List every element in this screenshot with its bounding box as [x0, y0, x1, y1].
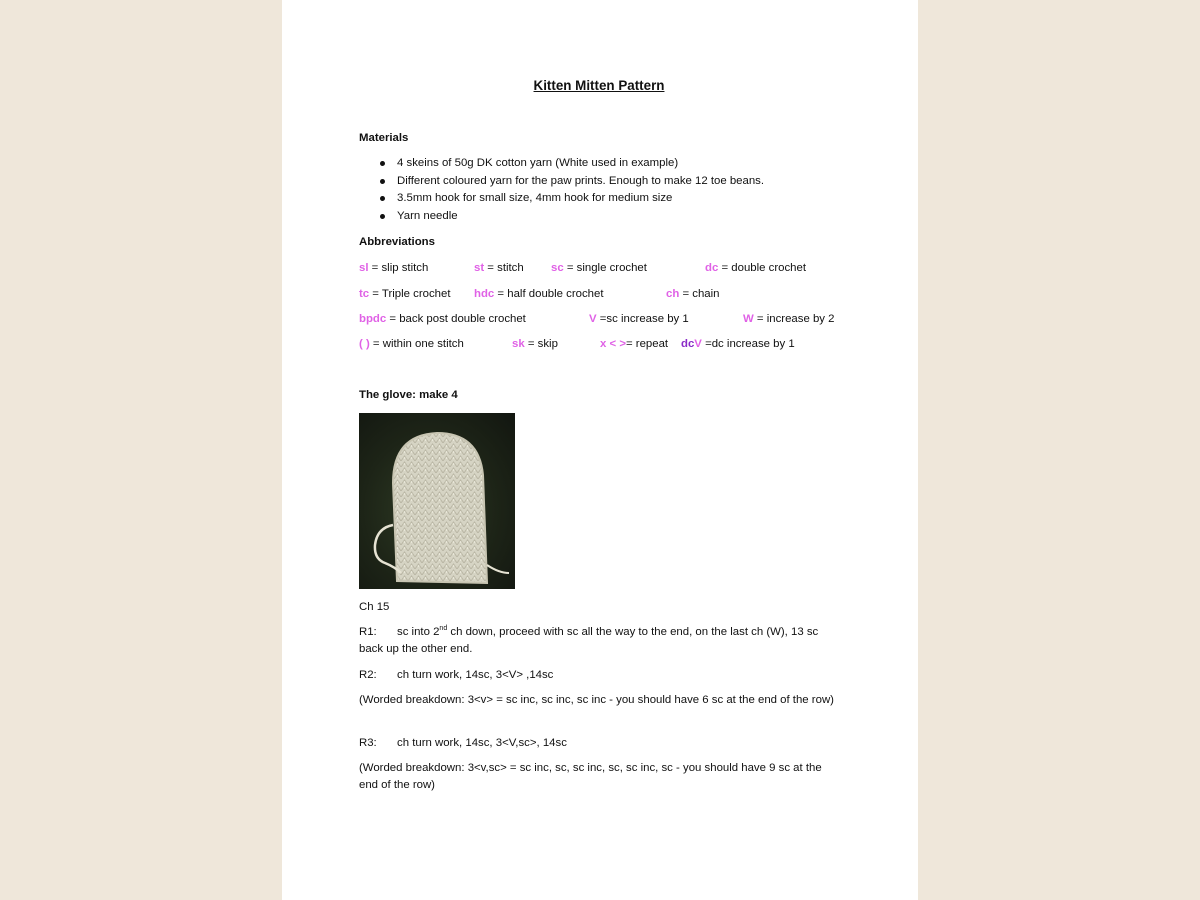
- row-label: R3:: [359, 737, 377, 749]
- list-item: Yarn needle: [359, 208, 764, 226]
- abbreviation-item: [551, 260, 647, 277]
- abbreviation-meaning: = half double crochet: [494, 288, 604, 300]
- ordinal-suffix: nd: [439, 625, 448, 633]
- abbreviation-item: [705, 260, 806, 277]
- abbreviation-term: V: [694, 338, 702, 350]
- abbreviation-meaning: = repeat: [625, 338, 669, 350]
- abbreviation-meaning: = back post double crochet: [386, 313, 526, 325]
- abbreviation-row: [359, 260, 849, 277]
- abbreviation-meaning: = chain: [679, 288, 720, 300]
- abbreviation-term: x < >: [600, 338, 626, 350]
- abbreviation-term: sc: [551, 262, 564, 274]
- list-item: 3.5mm hook for small size, 4mm hook for medium size: [359, 190, 764, 208]
- abbreviation-meaning: = skip: [524, 338, 558, 350]
- row-text-part: ch down, proceed with sc all the way to the end, on the last ch (W), 13 sc: [447, 626, 819, 638]
- row-instruction: [397, 624, 818, 641]
- abbreviation-term: V: [589, 313, 597, 325]
- abbreviation-meaning: = increase by 2: [753, 313, 835, 325]
- abbreviation-item: [666, 286, 720, 303]
- row-label: R2:: [359, 669, 377, 681]
- abbreviation-term: dc: [705, 262, 719, 274]
- abbreviation-meaning: =dc increase by 1: [701, 338, 795, 350]
- row-label: R1:: [359, 626, 377, 638]
- abbreviation-item: [589, 311, 689, 328]
- abbreviation-term: st: [474, 262, 485, 274]
- row-instruction-continued: back up the other end.: [359, 643, 473, 655]
- abbreviation-item: [474, 286, 604, 303]
- abbreviation-term: hdc: [474, 288, 495, 300]
- worded-breakdown: (Worded breakdown: 3<v> = sc inc, sc inc, sc inc - you should have 6 sc at the end of the row): [359, 694, 834, 706]
- row-instruction: ch turn work, 14sc, 3<V> ,14sc: [397, 669, 554, 681]
- abbreviation-term: tc: [359, 288, 370, 300]
- abbreviation-meaning: =sc increase by 1: [596, 313, 689, 325]
- abbreviation-item: [359, 286, 451, 303]
- abbreviation-term: bpdc: [359, 313, 387, 325]
- abbreviation-item: [743, 311, 835, 328]
- list-item: 4 skeins of 50g DK cotton yarn (White used in example): [359, 155, 764, 173]
- list-item: Different coloured yarn for the paw prints. Enough to make 12 toe beans.: [359, 173, 764, 191]
- abbreviation-term: W: [743, 313, 754, 325]
- abbreviation-item: [359, 311, 526, 328]
- abbreviation-term: ch: [666, 288, 680, 300]
- abbreviation-term: sk: [512, 338, 525, 350]
- abbreviation-meaning: = double crochet: [718, 262, 807, 274]
- abbreviation-meaning: = within one stitch: [369, 338, 464, 350]
- abbreviation-term-prefix: dc: [681, 338, 695, 350]
- abbreviation-meaning: = stitch: [484, 262, 524, 274]
- row-text-part: sc into 2: [397, 626, 440, 638]
- abbreviation-term: ( ): [359, 338, 370, 350]
- row-instruction: ch turn work, 14sc, 3<V,sc>, 14sc: [397, 737, 567, 749]
- abbreviations-heading: Abbreviations: [359, 236, 435, 248]
- glove-heading: The glove: make 4: [359, 389, 458, 401]
- abbreviation-item: [359, 336, 464, 353]
- crochet-glove-image: [359, 413, 515, 589]
- materials-heading: Materials: [359, 132, 409, 144]
- abbreviation-term: sl: [359, 262, 369, 274]
- worded-breakdown: (Worded breakdown: 3<v,sc> = sc inc, sc, sc inc, sc, sc inc, sc - you should have 9 sc at the end of the row): [359, 762, 822, 791]
- abbreviation-row: [359, 336, 849, 353]
- abbreviation-item: [474, 260, 524, 277]
- abbreviation-item: [600, 336, 668, 353]
- chain-instruction: Ch 15: [359, 601, 390, 613]
- abbreviation-meaning: = slip stitch: [368, 262, 429, 274]
- abbreviation-row: [359, 311, 849, 328]
- abbreviation-meaning: = single crochet: [563, 262, 647, 274]
- abbreviation-item: [359, 260, 428, 277]
- abbreviation-meaning: = Triple crochet: [369, 288, 451, 300]
- document-page: [282, 0, 918, 900]
- abbreviation-item: [681, 336, 795, 353]
- materials-list: [359, 155, 764, 225]
- page-title: Kitten Mitten Pattern: [533, 78, 665, 93]
- abbreviation-item: [512, 336, 558, 353]
- abbreviation-row: [359, 286, 849, 303]
- glove-photo: [359, 413, 515, 589]
